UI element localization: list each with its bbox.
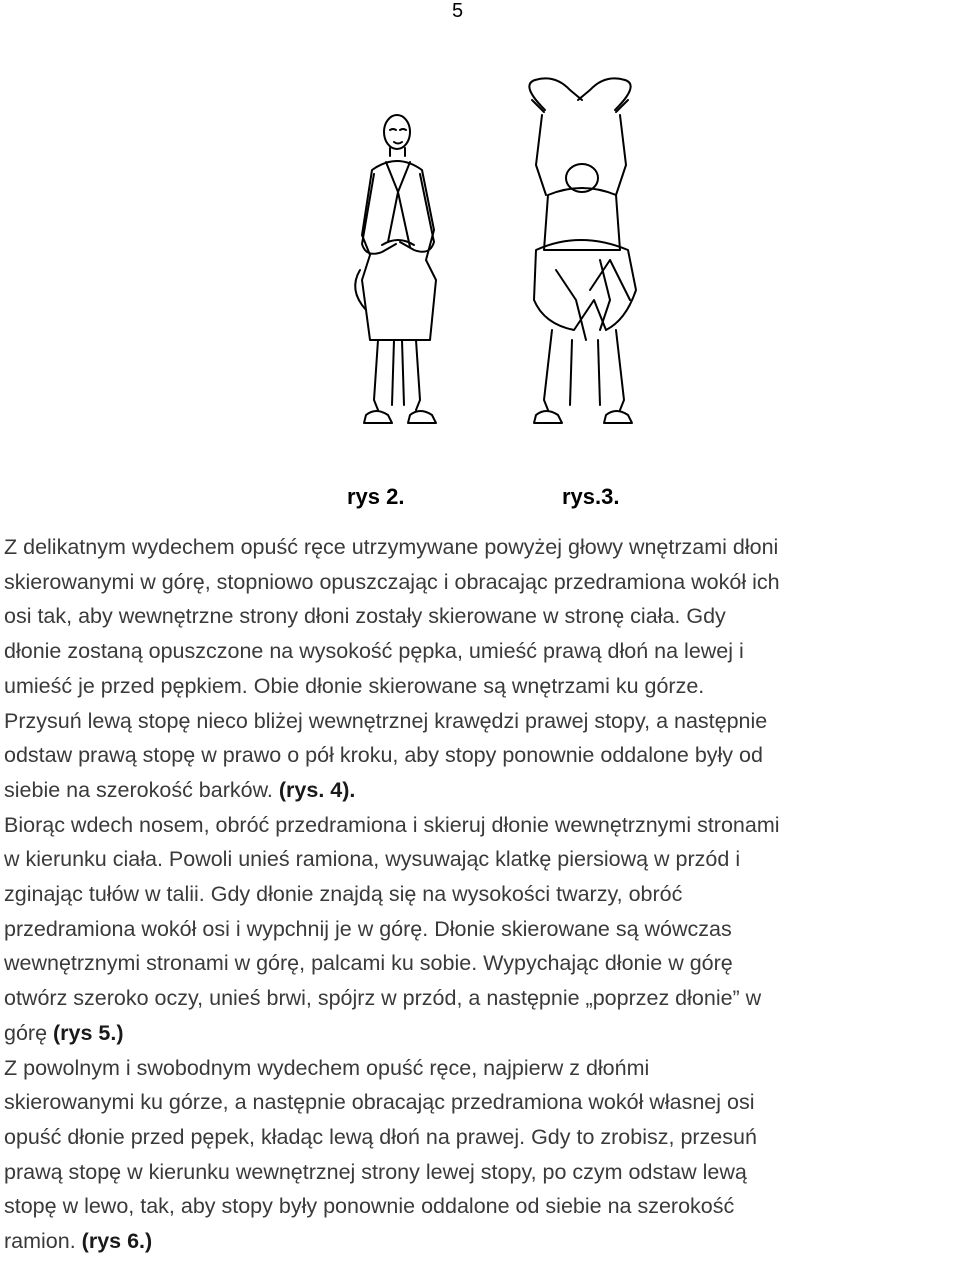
text-line: prawą stopę w kierunku wewnętrznej strony lewej stopy, po czym odstaw lewą [4, 1159, 747, 1184]
text-line: osi tak, aby wewnętrzne strony dłoni zostały skierowane w stronę ciała. Gdy [4, 604, 726, 629]
text-line: przedramiona wokół osi i wypchnij je w górę. Dłonie skierowane są wówczas [4, 916, 732, 941]
text-line: umieść je przed pępkiem. Obie dłonie skierowane są wnętrzami ku górze. [4, 673, 705, 698]
text-line: Z powolnym i swobodnym wydechem opuść ręce, najpierw z dłońmi [4, 1055, 650, 1080]
text-line: zginając tułów w talii. Gdy dłonie znajdą się na wysokości twarzy, obróć [4, 882, 683, 907]
figure-captions [0, 484, 960, 514]
text-line: Z delikatnym wydechem opuść ręce utrzymywane powyżej głowy wnętrzami dłoni [4, 535, 779, 559]
text-line: Przysuń lewą stopę nieco bliżej wewnętrznej krawędzi prawej stopy, a następnie [4, 708, 768, 733]
figure-reference: (rys 6.) [81, 1229, 153, 1254]
text-line: dłonie zostaną opuszczone na wysokość pępka, umieść prawą dłoń na lewej i [4, 639, 744, 664]
figure-rys3-drawing [529, 78, 636, 423]
text-line: odstaw prawą stopę w prawo o pół kroku, aby stopy ponownie oddalone były od [4, 743, 763, 768]
figures-illustration [320, 70, 660, 450]
figure-reference: (rys. 4). [278, 777, 356, 802]
text-line [4, 1016, 960, 1051]
text-line: wewnętrznymi stronami w górę, palcami ku sobie. Wypychając dłonie w górę [4, 951, 733, 976]
page-number: 5 [452, 0, 464, 22]
caption-rys3: rys.3. [562, 484, 620, 509]
text-line: stopę w lewo, tak, aby stopy były ponownie oddalone od siebie na szerokość [4, 1194, 735, 1219]
text-line: Biorąc wdech nosem, obróć przedramiona i skieruj dłonie wewnętrznymi stronami [4, 812, 780, 837]
text-line: opuść dłonie przed pępek, kładąc lewą dłoń na prawej. Gdy to zrobisz, przesuń [4, 1124, 757, 1149]
text-line: skierowanymi ku górze, a następnie obracając przedramiona wokół własnej osi [4, 1090, 755, 1115]
text-line: otwórz szeroko oczy, unieś brwi, spójrz w przód, a następnie „poprzez dłonie” w [4, 986, 762, 1011]
text-line [4, 773, 960, 808]
text-line: w kierunku ciała. Powoli unieś ramiona, wysuwając klatkę piersiową w przód i [4, 847, 741, 872]
text-fragment: ramion. [4, 1229, 82, 1254]
caption-rys2: rys 2. [347, 484, 405, 509]
text-fragment: górę [4, 1020, 54, 1045]
figure-reference: (rys 5.) [53, 1020, 124, 1045]
text-fragment: siebie na szerokość barków. [4, 777, 279, 802]
figure-rys2-drawing [355, 115, 436, 423]
text-line: skierowanymi w górę, stopniowo opuszczając i obracając przedramiona wokół ich [4, 569, 780, 594]
text-line [4, 1224, 960, 1259]
instruction-text [4, 530, 960, 1259]
